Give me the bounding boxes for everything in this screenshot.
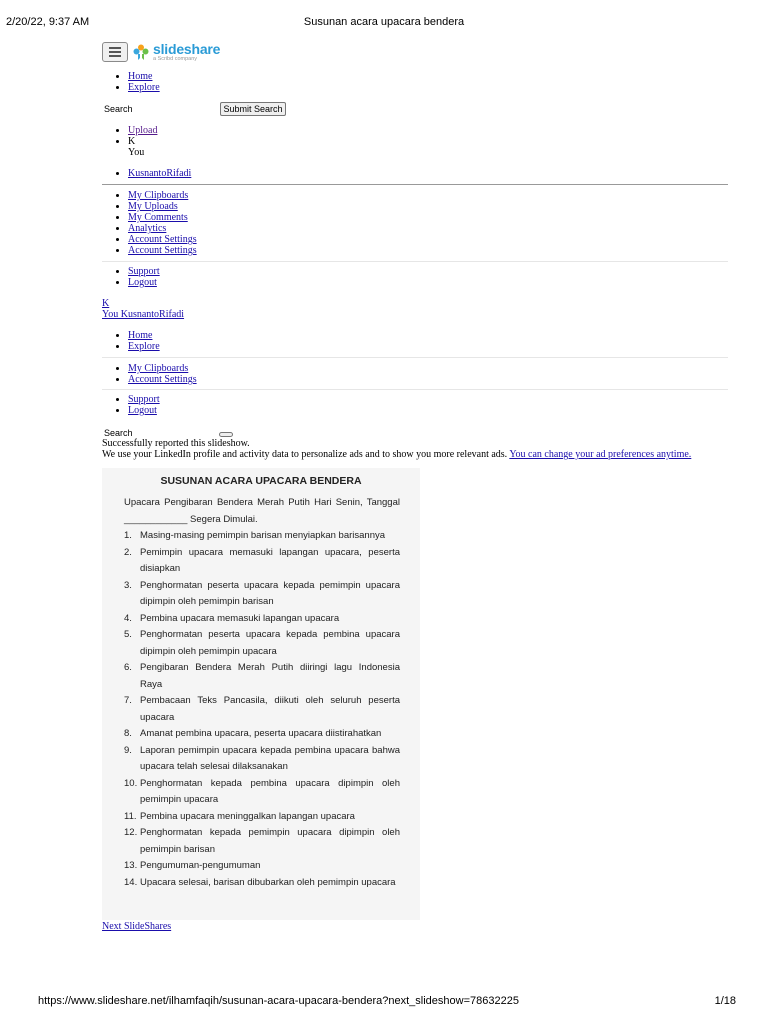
nav-item-explore <box>128 341 160 352</box>
agenda-item-text: Penghormatan kepada pembina upacara dipimpin oleh pemimpin upacara <box>140 777 400 805</box>
account-item <box>128 212 197 223</box>
agenda-item-number: 2. <box>124 546 132 558</box>
slide-intro: Upacara Pengibaran Bendera Merah Putih Hari Senin, Tanggal ____________ Segera Dimulai. <box>124 497 400 525</box>
my-clipboards-link[interactable]: My Clipboards <box>128 190 189 201</box>
submit-search-button[interactable]: Submit Search <box>220 102 286 116</box>
user-initial-item[interactable] <box>128 136 157 158</box>
user-you-label: You <box>128 147 145 158</box>
slide-agenda-list <box>124 528 400 891</box>
mobile-support-link[interactable]: Support <box>128 394 160 405</box>
account-item <box>128 190 197 201</box>
account-item <box>128 234 197 245</box>
agenda-item <box>124 743 400 776</box>
nav-item-home <box>128 330 160 341</box>
agenda-item-number: 12. <box>124 827 138 838</box>
my-uploads-link[interactable]: My Uploads <box>128 201 178 212</box>
mobile-support-menu <box>102 394 160 416</box>
ads-notice-text: We use your LinkedIn profile and activity data to personalize ads and to show you more relevant ads. <box>102 449 508 460</box>
mobile-nav <box>102 330 160 352</box>
search-label-2: Search <box>104 428 133 438</box>
agenda-item <box>124 660 400 693</box>
user-initial: K <box>128 136 136 147</box>
agenda-item-text: Pembina upacara meninggalkan lapangan upacara <box>140 810 355 822</box>
user-menu <box>102 125 157 158</box>
next-slideshares-link[interactable]: Next SlideShares <box>102 921 172 932</box>
agenda-item-text: Laporan pemimpin upacara kepada pembina upacara bahwa upacara telah selesai dilaksanakan <box>140 744 400 772</box>
print-title: Susunan acara upacara bendera <box>303 16 465 28</box>
account-item <box>128 223 197 234</box>
agenda-item-number: 1. <box>124 530 132 541</box>
agenda-item-text: Penghormatan peserta upacara kepada pemimpin upacara dipimpin oleh pemimpin barisan <box>140 579 400 607</box>
support-item <box>128 394 160 405</box>
account-menu <box>102 190 197 256</box>
support-menu <box>102 266 160 288</box>
report-notice: Successfully reported this slideshow. <box>102 438 250 449</box>
agenda-item <box>124 875 400 892</box>
search-label: Search <box>104 104 133 114</box>
agenda-item <box>124 578 400 611</box>
nav-item-home <box>128 71 160 82</box>
account-item <box>128 363 197 374</box>
profile-item <box>128 168 191 179</box>
agenda-item-text: Upacara selesai, barisan dibubarkan oleh pemimpin upacara <box>140 876 396 888</box>
logo-subtitle: a Scribd company <box>153 55 198 62</box>
nav-link-explore[interactable]: Explore <box>128 82 160 93</box>
agenda-item-text: Pemimpin upacara memasuki lapangan upacara, peserta disiapkan <box>140 546 400 574</box>
print-date: 2/20/22, 9:37 AM <box>6 16 90 28</box>
agenda-item-number: 8. <box>124 728 132 739</box>
upload-item <box>128 125 157 136</box>
agenda-item <box>124 693 400 726</box>
search-button-2[interactable] <box>219 432 233 437</box>
agenda-item <box>124 858 400 875</box>
profile-menu <box>102 168 191 179</box>
hamburger-icon <box>109 47 121 49</box>
profile-initial-link[interactable]: K <box>102 298 110 309</box>
agenda-item <box>124 611 400 628</box>
account-item <box>128 374 197 385</box>
divider <box>102 357 728 358</box>
agenda-item-text: Penghormatan kepada pemimpin upacara dipimpin oleh pemimpin barisan <box>140 827 400 855</box>
print-page-number: 1/18 <box>714 995 736 1007</box>
upload-link[interactable]: Upload <box>128 125 158 136</box>
menu-button[interactable] <box>102 42 128 62</box>
top-nav <box>102 71 160 93</box>
agenda-item <box>124 776 400 809</box>
agenda-item-number: 4. <box>124 612 132 624</box>
nav-item-explore <box>128 82 160 93</box>
agenda-item-text: Penghormatan peserta upacara kepada pembina upacara dipimpin oleh pemimpin upacara <box>140 629 400 657</box>
account-settings-link-2[interactable]: Account Settings <box>128 245 197 256</box>
account-settings-link[interactable]: Account Settings <box>128 234 197 245</box>
mobile-nav-explore-link[interactable]: Explore <box>128 341 160 352</box>
analytics-link[interactable]: Analytics <box>128 223 167 234</box>
logout-link[interactable]: Logout <box>128 277 157 288</box>
agenda-item-text: Pembacaan Teks Pancasila, diikuti oleh seluruh peserta upacara <box>140 695 400 723</box>
agenda-item-number: 14. <box>124 876 138 888</box>
agenda-item-number: 7. <box>124 695 132 706</box>
agenda-item-number: 9. <box>124 744 132 756</box>
logout-item <box>128 277 160 288</box>
agenda-item-number: 11. <box>124 810 137 822</box>
divider <box>102 261 728 262</box>
search-input[interactable] <box>137 102 215 115</box>
account-item <box>128 201 197 212</box>
agenda-item <box>124 809 400 826</box>
agenda-item-number: 5. <box>124 629 132 640</box>
my-comments-link[interactable]: My Comments <box>128 212 188 223</box>
profile-name-link[interactable]: You KusnantoRifadi <box>102 309 185 320</box>
mobile-logout-link[interactable]: Logout <box>128 405 157 416</box>
agenda-item <box>124 726 400 743</box>
agenda-item <box>124 528 400 545</box>
account-item <box>128 245 197 256</box>
print-url: https://www.slideshare.net/ilhamfaqih/susunan-acara-upacara-bendera?next_slideshow=78632225 <box>38 995 519 1007</box>
agenda-item-text: Pembina upacara memasuki lapangan upacara <box>140 612 340 624</box>
mobile-account-menu <box>102 363 197 385</box>
support-link[interactable]: Support <box>128 266 160 277</box>
ads-notice <box>102 449 691 460</box>
logo-wordmark: slideshare <box>153 40 221 57</box>
slide-image[interactable] <box>102 468 420 920</box>
profile-link[interactable]: KusnantoRifadi <box>128 168 192 179</box>
agenda-item-text: Pengibaran Bendera Merah Putih diiringi lagu Indonesia Raya <box>140 662 400 690</box>
ad-preferences-link[interactable]: You can change your ad preferences anytime. <box>509 449 692 460</box>
slideshare-logo[interactable] <box>132 40 220 64</box>
divider <box>102 184 728 185</box>
mobile-nav-home-link[interactable]: Home <box>128 330 153 341</box>
mobile-my-clipboards-link[interactable]: My Clipboards <box>128 363 189 374</box>
agenda-item <box>124 545 400 578</box>
support-item <box>128 266 160 277</box>
mobile-account-settings-link[interactable]: Account Settings <box>128 374 197 385</box>
nav-link-home[interactable]: Home <box>128 71 153 82</box>
agenda-item-number: 6. <box>124 662 132 673</box>
logout-item <box>128 405 160 416</box>
agenda-item <box>124 825 400 858</box>
agenda-item-number: 3. <box>124 579 132 591</box>
agenda-item <box>124 627 400 660</box>
agenda-item-text: Masing-masing pemimpin barisan menyiapkan barisannya <box>140 530 386 541</box>
slide-title: SUSUNAN ACARA UPACARA BENDERA <box>160 475 362 487</box>
divider <box>102 389 728 390</box>
agenda-item-number: 10. <box>124 777 138 789</box>
agenda-item-text: Amanat pembina upacara, peserta upacara diistirahatkan <box>140 728 382 739</box>
slideshare-logo-icon <box>132 43 150 61</box>
agenda-item-text: Pengumuman-pengumuman <box>140 860 261 871</box>
agenda-item-number: 13. <box>124 860 138 871</box>
